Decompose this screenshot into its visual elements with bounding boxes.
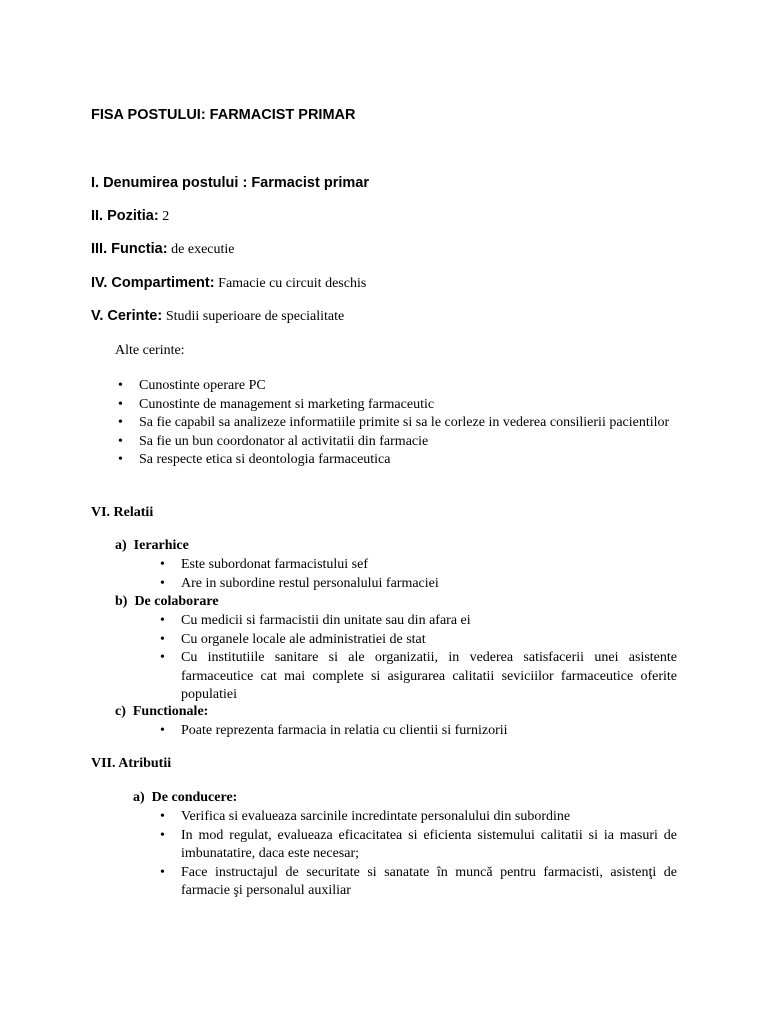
field-functia [91, 241, 235, 258]
cerinte-label: V. Cerinte: [91, 308, 163, 324]
list-item: • Cunostinte operare PC [115, 377, 677, 396]
field-pozitia [91, 208, 169, 225]
pozitia-value: 2 [162, 209, 170, 224]
ierarhice-list [157, 556, 677, 593]
list-item: • In mod regulat, evalueaza eficacitatea si eficienta sistemului calitatii si ia masuri de imbunatatire, daca este necesar; [157, 827, 677, 864]
colaborare-list [157, 612, 677, 705]
relatii-heading: VI. Relatii [91, 505, 154, 520]
conducere-list [157, 808, 677, 901]
list-item: • Sa fie capabil sa analizeze informatiile primite si sa le corleze in vederea consilierii pacientilor [115, 414, 677, 433]
conducere-label: a) De conducere: [133, 790, 238, 805]
document-title: FISA POSTULUI: FARMACIST PRIMAR [91, 107, 356, 123]
atributii-heading: VII. Atributii [91, 756, 172, 771]
colaborare-label: b) De colaborare [115, 594, 219, 609]
field-compartiment [91, 275, 366, 292]
list-item: • Este subordonat farmacistului sef [157, 556, 677, 575]
ierarhice-label: a) Ierarhice [115, 538, 189, 553]
cerinte-value: Studii superioare de specialitate [165, 309, 345, 324]
list-item: • Cu institutiile sanitare si ale organizatii, in vederea satisfacerii unei asistente farmaceutice cat mai complete si asigurarea calitatii seviciilor farmaceutice oferite populatiei [157, 649, 677, 705]
functionale-label: c) Functionale: [115, 704, 209, 719]
compartiment-label: IV. Compartiment: [91, 275, 215, 291]
list-item: • Are in subordine restul personalului farmaciei [157, 575, 677, 594]
field-cerinte [91, 308, 344, 325]
functia-value: de executie [171, 242, 235, 257]
field-denumire: I. Denumirea postului : Farmacist primar [91, 175, 369, 191]
list-item: • Cu medicii si farmacistii din unitate sau din afara ei [157, 612, 677, 631]
alte-cerinte-heading: Alte cerinte: [115, 343, 185, 358]
list-item: • Face instructajul de securitate si sanatate în muncă pentru farmacisti, asistenţi de farmacie şi personalul auxiliar [157, 864, 677, 901]
compartiment-value: Famacie cu circuit deschis [218, 276, 367, 291]
list-item: • Poate reprezenta farmacia in relatia cu clientii si furnizorii [157, 722, 677, 741]
list-item: • Verifica si evalueaza sarcinile incredintate personalului din subordine [157, 808, 677, 827]
list-item: • Sa fie un bun coordonator al activitatii din farmacie [115, 433, 677, 452]
functionale-list [157, 722, 677, 741]
list-item: • Cu organele locale ale administratiei de stat [157, 631, 677, 650]
pozitia-label: II. Pozitia: [91, 208, 159, 224]
alte-cerinte-list [115, 377, 677, 470]
functia-label: III. Functia: [91, 241, 168, 257]
list-item: • Cunostinte de management si marketing farmaceutic [115, 396, 677, 415]
list-item: • Sa respecte etica si deontologia farmaceutica [115, 451, 677, 470]
